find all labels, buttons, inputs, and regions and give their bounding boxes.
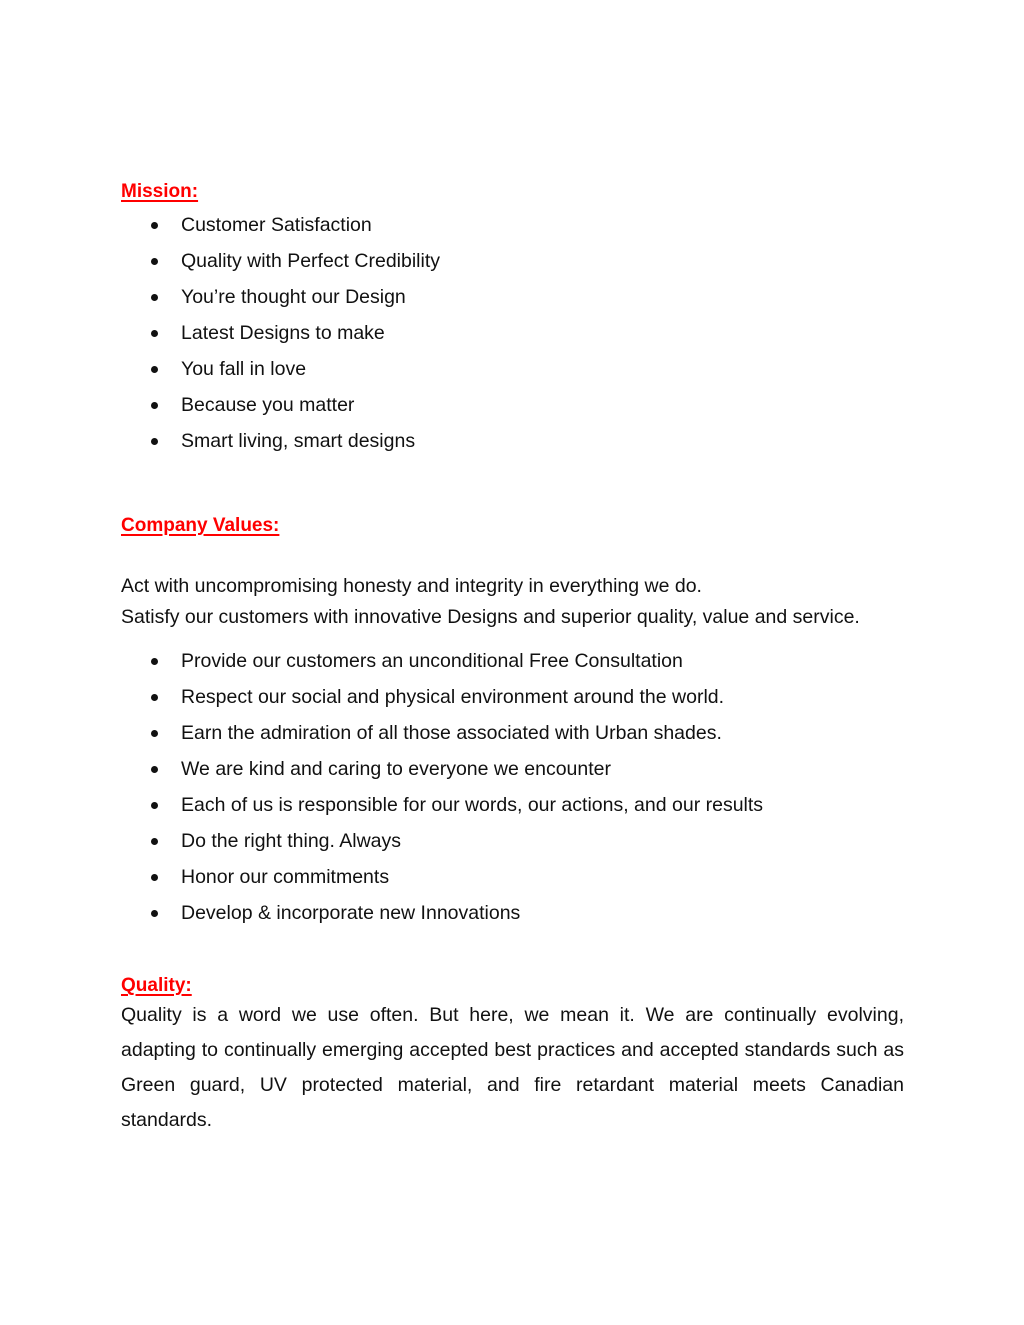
bullet-icon (151, 330, 158, 337)
bullet-icon (151, 402, 158, 409)
quality-heading: Quality: (121, 975, 192, 996)
list-item: Each of us is responsible for our words, our actions, and our results (0, 793, 763, 829)
values-intro-line-2: Satisfy our customers with innovative Designs and superior quality, value and service. (121, 606, 860, 628)
bullet-icon (151, 658, 158, 665)
list-item: Earn the admiration of all those associated with Urban shades. (0, 721, 763, 757)
quality-paragraph: Quality is a word we use often. But here, we mean it. We are continually evolving, adapting to continually emerging accepted best practices and accepted standards such as Green guard, UV protected material, and fire retardant material meets Canadian standards. (121, 1004, 904, 1131)
list-item: You’re thought our Design (0, 285, 440, 321)
list-item: Honor our commitments (0, 865, 763, 901)
bullet-icon (151, 222, 158, 229)
bullet-icon (151, 730, 158, 737)
mission-list (0, 213, 440, 465)
bullet-icon (151, 874, 158, 881)
list-item: Latest Designs to make (0, 321, 440, 357)
list-item: Quality with Perfect Credibility (0, 249, 440, 285)
values-intro-line-1: Act with uncompromising honesty and integrity in everything we do. (121, 575, 702, 597)
mission-heading: Mission: (121, 181, 199, 202)
list-item: Do the right thing. Always (0, 829, 763, 865)
bullet-icon (151, 258, 158, 265)
list-item: You fall in love (0, 357, 440, 393)
bullet-icon (151, 438, 158, 445)
values-list (0, 649, 763, 937)
bullet-icon (151, 802, 158, 809)
bullet-icon (151, 694, 158, 701)
bullet-icon (151, 366, 158, 373)
list-item: Because you matter (0, 393, 440, 429)
list-item: We are kind and caring to everyone we encounter (0, 757, 763, 793)
company-values-heading: Company Values: (121, 515, 280, 536)
bullet-icon (151, 910, 158, 917)
list-item: Smart living, smart designs (0, 429, 440, 465)
list-item: Respect our social and physical environment around the world. (0, 685, 763, 721)
bullet-icon (151, 294, 158, 301)
list-item: Provide our customers an unconditional Free Consultation (0, 649, 763, 685)
list-item: Develop & incorporate new Innovations (0, 901, 763, 937)
bullet-icon (151, 766, 158, 773)
list-item: Customer Satisfaction (0, 213, 440, 249)
bullet-icon (151, 838, 158, 845)
